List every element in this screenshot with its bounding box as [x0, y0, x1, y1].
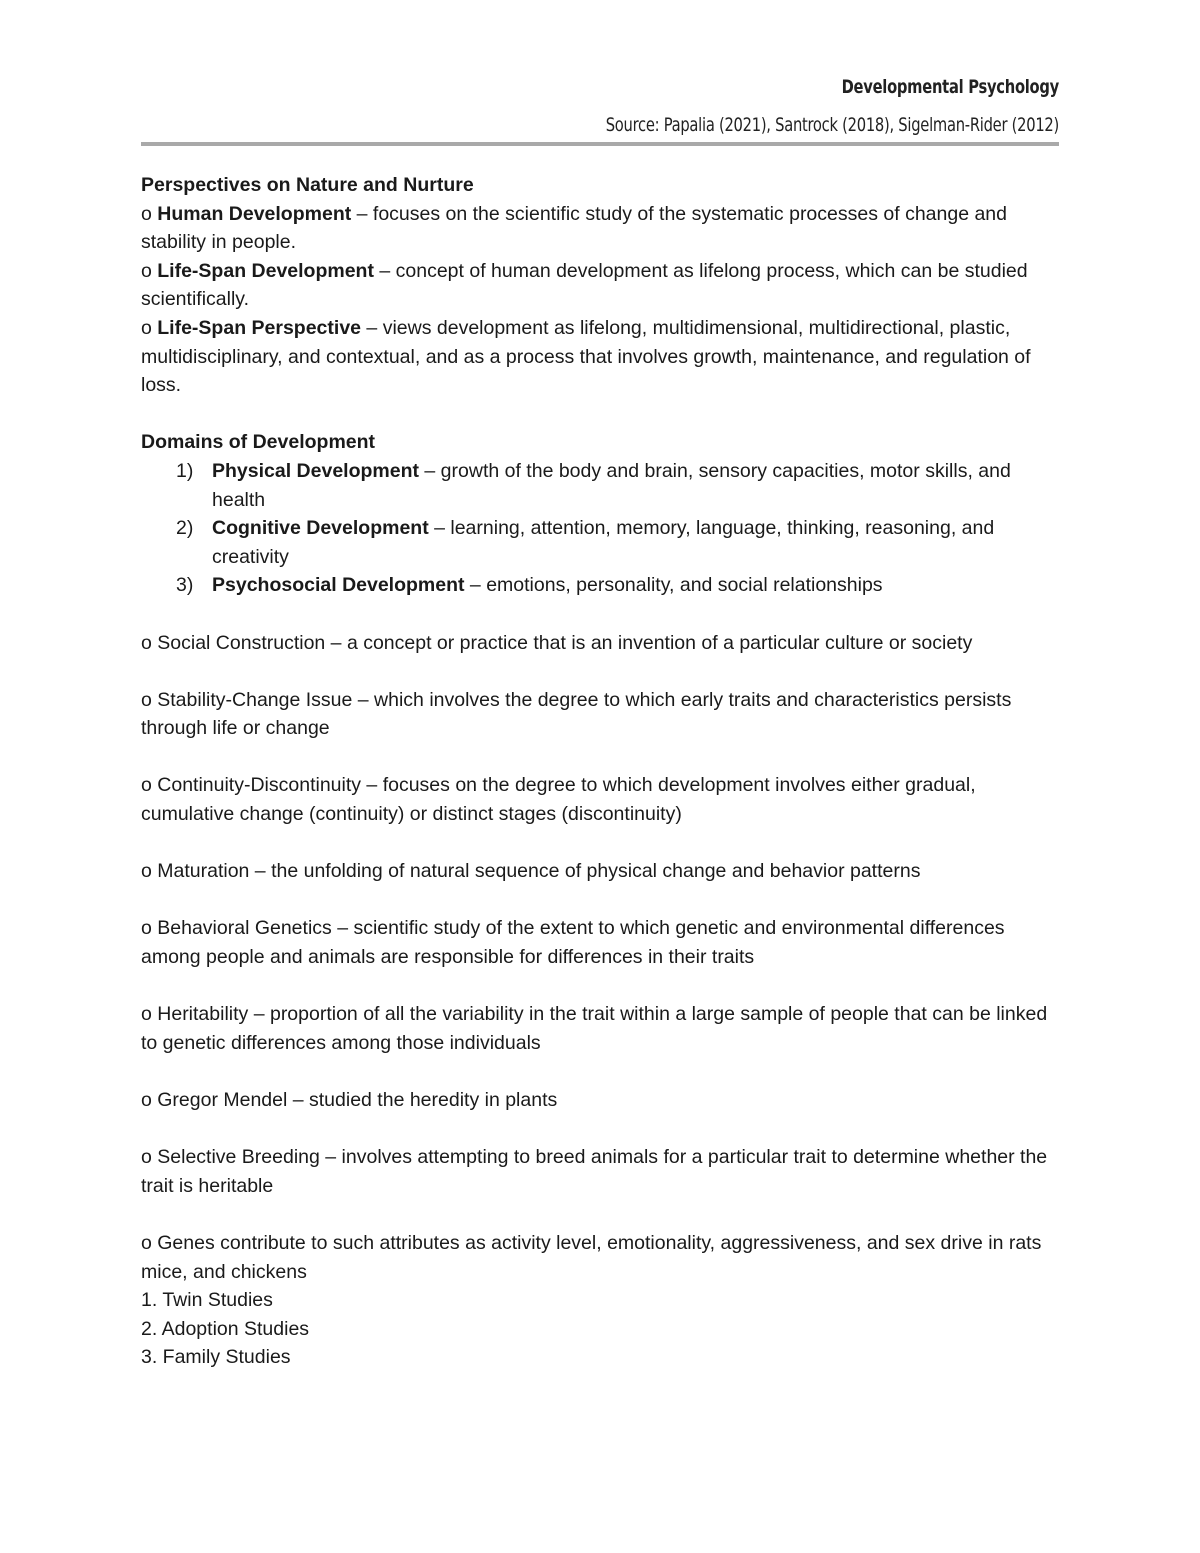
paragraph-genes: o Genes contribute to such attributes as activity level, emotionality, aggressiveness, and sex drive in rats mice, and chickens	[141, 1231, 1042, 1283]
term: Psychosocial Development	[212, 574, 465, 597]
spacer	[141, 829, 1059, 858]
bullet: o	[141, 316, 158, 339]
paragraph-social-construction: o Social Construction – a concept or practice that is an invention of a particular culture or society	[141, 631, 973, 654]
spacer	[141, 1115, 1059, 1144]
header-divider	[141, 142, 1059, 146]
term: Physical Development	[212, 459, 419, 482]
spacer	[141, 400, 1059, 429]
paragraph-behavioral-genetics: o Behavioral Genetics – scientific study of the extent to which genetic and environmental differences among people and animals are responsible for differences in their traits	[141, 917, 1005, 969]
spacer	[141, 600, 1059, 629]
list-item-psychosocial	[141, 571, 1059, 600]
bullet: o	[141, 259, 158, 282]
term: Cognitive Development	[212, 517, 429, 540]
list-item-physical	[141, 457, 1059, 514]
definition-text: – learning, attention, memory, language, thinking, reasoning, and creativity	[212, 517, 995, 568]
list-number: 1)	[176, 459, 194, 482]
definition-human-development	[141, 200, 1059, 257]
study-family: 3. Family Studies	[141, 1346, 291, 1369]
paragraph-heritability: o Heritability – proportion of all the variability in the trait within a large sample of people that can be linked to genetic differences among those individuals	[141, 1003, 1048, 1054]
section-heading-nature-nurture: Perspectives on Nature and Nurture	[141, 174, 474, 196]
spacer	[141, 886, 1059, 915]
definition-text: – emotions, personality, and social relationships	[464, 574, 883, 597]
paragraph-maturation: o Maturation – the unfolding of natural sequence of physical change and behavior patterns	[141, 860, 921, 883]
section-heading-domains: Domains of Development	[141, 431, 376, 454]
bullet: o	[141, 202, 158, 225]
paragraph-stability-change: o Stability-Change Issue – which involves the degree to which early traits and characteristics persists through life or change	[141, 688, 1012, 740]
term: Life-Span Perspective	[157, 316, 362, 339]
study-twin: 1. Twin Studies	[141, 1289, 273, 1312]
definition-text: – views development as lifelong, multidimensional, multidirectional, plastic, multidisciplinary, and contextual, and as a process that involves growth, maintenance, and regulation of loss.	[141, 316, 1031, 397]
definition-text: – growth of the body and brain, sensory capacities, motor skills, and health	[212, 459, 1011, 511]
definition-text: – concept of human development as lifelong process, which can be studied scientifically.	[141, 259, 1028, 311]
paragraph-continuity-discontinuity: o Continuity-Discontinuity – focuses on the degree to which development involves either gradual, cumulative change (continuity) or distinct stages (discontinuity)	[141, 774, 976, 826]
document-source: Source: Papalia (2021), Santrock (2018), Sigelman-Rider (2012)	[605, 114, 1059, 136]
list-item-cognitive	[141, 514, 1059, 571]
term: Life-Span Development	[157, 259, 374, 282]
term: Human Development	[157, 202, 352, 225]
document-title: Developmental Psychology	[841, 76, 1059, 98]
definition-text: – focuses on the scientific study of the systematic processes of change and stability in people.	[141, 202, 1007, 254]
paragraph-selective-breeding: o Selective Breeding – involves attempting to breed animals for a particular trait to determine whether the trait is heritable	[141, 1146, 1048, 1197]
document-body	[141, 171, 1059, 1372]
spacer	[141, 1057, 1059, 1086]
spacer	[141, 972, 1059, 1001]
paragraph-gregor-mendel: o Gregor Mendel – studied the heredity in plants	[141, 1089, 558, 1111]
definition-life-span-development	[141, 257, 1059, 314]
spacer	[141, 1200, 1059, 1229]
spacer	[141, 743, 1059, 772]
list-number: 3)	[176, 574, 194, 597]
definition-life-span-perspective	[141, 314, 1059, 400]
domains-list	[141, 457, 1059, 600]
list-number: 2)	[176, 517, 194, 540]
spacer	[141, 657, 1059, 686]
study-adoption: 2. Adoption Studies	[141, 1317, 310, 1340]
